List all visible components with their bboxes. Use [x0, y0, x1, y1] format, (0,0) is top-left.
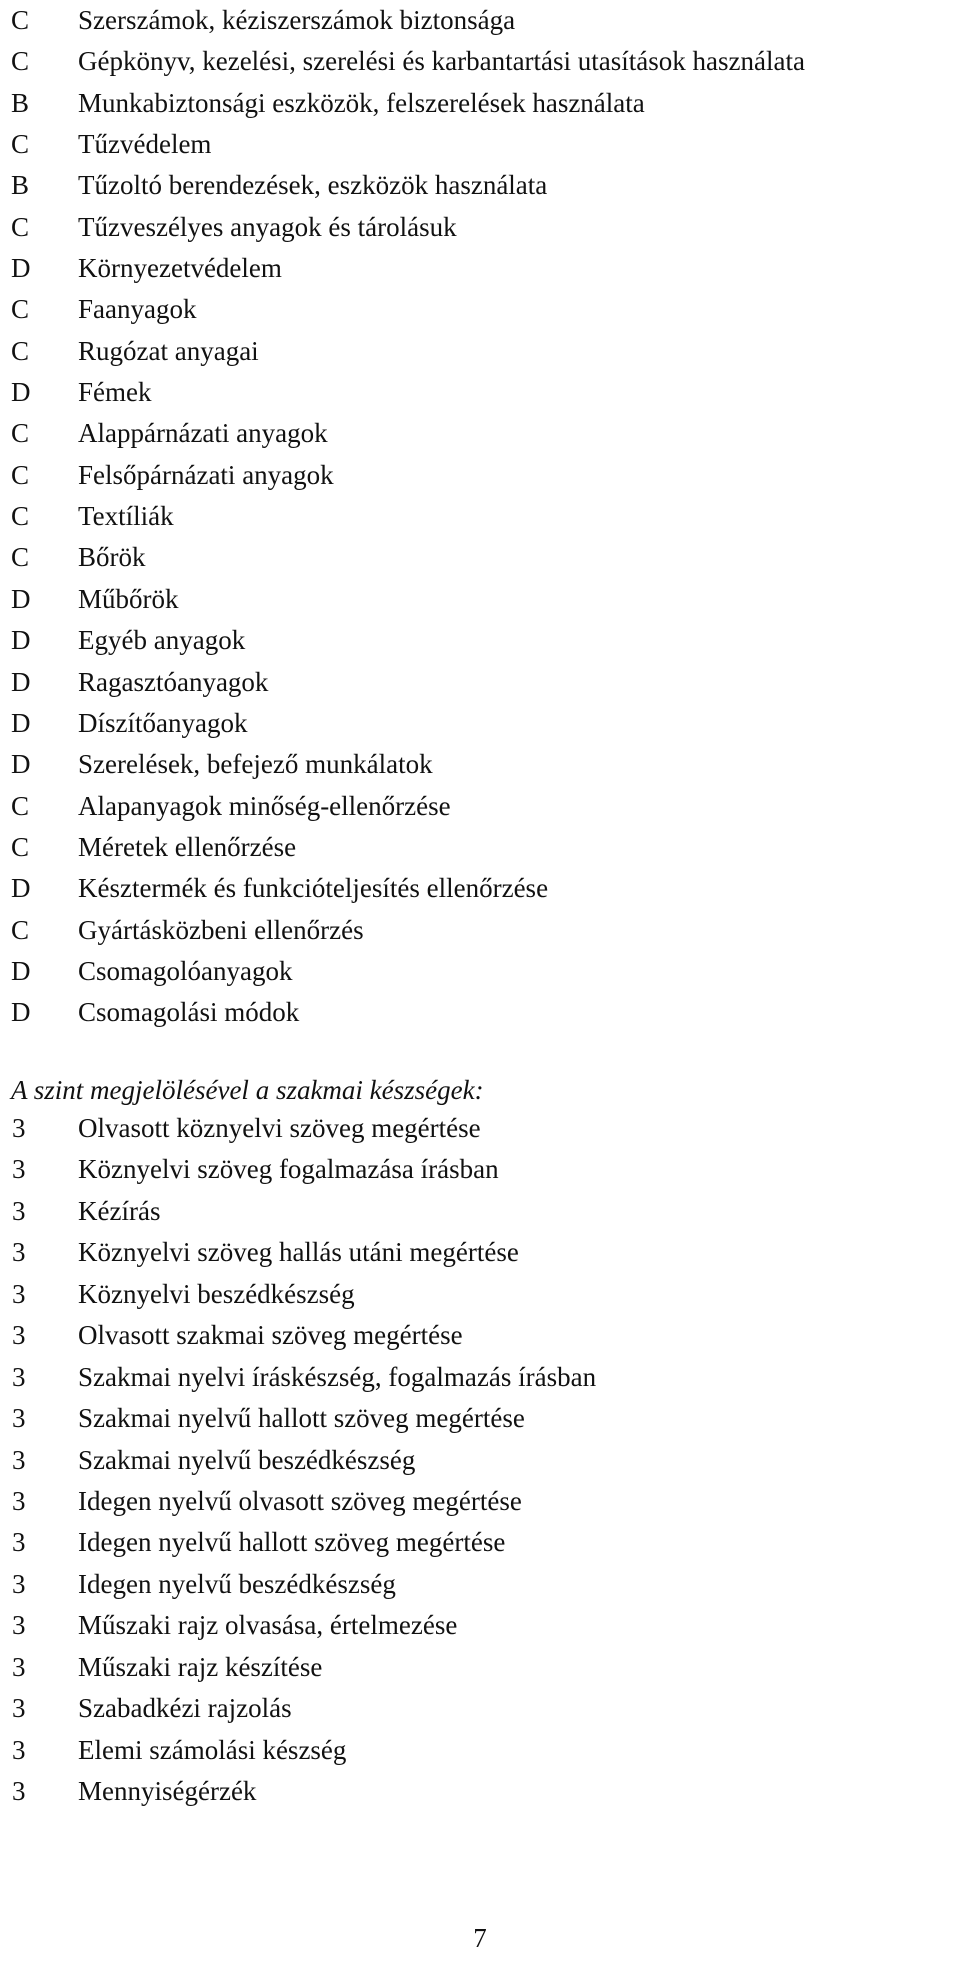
item-text: Köznyelvi szöveg fogalmazása írásban [78, 1154, 499, 1185]
item-text: Környezetvédelem [78, 253, 282, 284]
topic-row [0, 786, 960, 827]
level-code: D [11, 583, 31, 614]
topic-row [0, 868, 960, 909]
topic-row [0, 992, 960, 1033]
skill-row [0, 1232, 960, 1273]
topic-row [0, 537, 960, 578]
level-code: 3 [12, 1776, 26, 1806]
item-text: Egyéb anyagok [78, 625, 246, 656]
item-text: Méretek ellenőrzése [78, 831, 297, 862]
item-text: Felsőpárnázati anyagok [78, 459, 334, 490]
skill-row [0, 1440, 960, 1481]
item-text: Műszaki rajz készítése [78, 1651, 323, 1682]
level-code: C [11, 129, 30, 160]
level-code: 3 [12, 1568, 26, 1599]
item-text: Elemi számolási készség [78, 1734, 347, 1765]
level-code: D [11, 253, 31, 284]
level-code: D [11, 749, 31, 780]
level-code: C [11, 294, 30, 325]
skill-row [0, 1108, 960, 1149]
item-text: Rugózat anyagai [78, 335, 259, 366]
topic-row [0, 83, 960, 124]
item-text: Idegen nyelvű olvasott szöveg megértése [78, 1485, 522, 1516]
level-code: D [11, 955, 31, 986]
item-text: Faanyagok [78, 294, 197, 325]
skill-list [0, 1108, 960, 1812]
topic-row [0, 951, 960, 992]
skill-row [0, 1398, 960, 1439]
level-code: D [11, 873, 31, 904]
level-code: 3 [12, 1734, 26, 1765]
item-text: Olvasott köznyelvi szöveg megértése [78, 1113, 481, 1143]
item-text: Idegen nyelvű hallott szöveg megértése [78, 1527, 506, 1558]
skill-row [0, 1274, 960, 1315]
level-code: B [11, 87, 30, 118]
item-text: Csomagolóanyagok [78, 955, 293, 986]
item-text: Idegen nyelvű beszédkészség [78, 1568, 396, 1599]
skill-row [0, 1315, 960, 1356]
topic-row [0, 827, 960, 868]
level-code: C [11, 5, 30, 35]
skill-row [0, 1771, 960, 1812]
topic-row [0, 124, 960, 165]
topic-row [0, 910, 960, 951]
skill-row [0, 1522, 960, 1563]
item-text: Tűzvédelem [78, 129, 212, 160]
topic-row [0, 579, 960, 620]
level-code: 3 [12, 1651, 26, 1682]
level-code: 3 [12, 1237, 26, 1268]
level-code: 3 [12, 1154, 26, 1185]
level-code: C [11, 542, 30, 573]
item-text: Fémek [78, 377, 152, 408]
level-code: C [11, 211, 30, 242]
skill-row [0, 1688, 960, 1729]
topic-row [0, 744, 960, 785]
topic-row [0, 496, 960, 537]
item-text: Szakmai nyelvi íráskészség, fogalmazás írásban [78, 1361, 597, 1392]
level-code: D [11, 707, 31, 738]
topic-row [0, 455, 960, 496]
topic-row [0, 248, 960, 289]
item-text: Textíliák [78, 501, 174, 532]
item-text: Szerelések, befejező munkálatok [78, 749, 433, 780]
item-text: Szakmai nyelvű hallott szöveg megértése [78, 1403, 525, 1434]
level-code: 3 [12, 1444, 26, 1475]
skill-row [0, 1605, 960, 1646]
level-code: D [11, 997, 31, 1028]
level-code: D [11, 666, 31, 697]
topic-row [0, 0, 960, 41]
skill-row [0, 1730, 960, 1771]
item-text: Bőrök [78, 542, 146, 573]
skill-row [0, 1564, 960, 1605]
item-text: Munkabiztonsági eszközök, felszerelések használata [78, 87, 645, 118]
item-text: Gépkönyv, kezelési, szerelési és karbantartási utasítások használata [78, 46, 805, 77]
level-code: B [11, 170, 30, 201]
item-text: Szabadkézi rajzolás [78, 1693, 292, 1724]
item-text: Szerszámok, kéziszerszámok biztonsága [78, 5, 516, 35]
level-code: 3 [12, 1320, 26, 1351]
topic-row [0, 620, 960, 661]
item-text: Ragasztóanyagok [78, 666, 269, 697]
level-code: C [11, 914, 30, 945]
level-code: 3 [12, 1278, 26, 1309]
level-code: D [11, 625, 31, 656]
item-text: Késztermék és funkcióteljesítés ellenőrzése [78, 873, 549, 904]
level-code: C [11, 459, 30, 490]
level-code: 3 [12, 1361, 26, 1392]
topic-row [0, 413, 960, 454]
level-code: D [11, 377, 31, 408]
skill-row [0, 1647, 960, 1688]
item-text: Mennyiségérzék [78, 1776, 257, 1806]
topic-row [0, 207, 960, 248]
level-code: 3 [12, 1527, 26, 1558]
item-text: Köznyelvi beszédkészség [78, 1278, 355, 1309]
level-code: C [11, 335, 30, 366]
level-code: C [11, 46, 30, 77]
topic-row [0, 41, 960, 82]
topic-row [0, 703, 960, 744]
level-code: C [11, 790, 30, 821]
level-code: C [11, 501, 30, 532]
skill-row [0, 1191, 960, 1232]
item-text: Díszítőanyagok [78, 707, 248, 738]
item-text: Alappárnázati anyagok [78, 418, 328, 449]
item-text: Tűzveszélyes anyagok és tárolásuk [78, 211, 457, 242]
level-code: 3 [12, 1693, 26, 1724]
skill-row [0, 1357, 960, 1398]
skill-row [0, 1149, 960, 1190]
item-text: Olvasott szakmai szöveg megértése [78, 1320, 463, 1351]
item-text: Műbőrök [78, 583, 179, 614]
level-code: 3 [12, 1195, 26, 1226]
skills-heading: A szint megjelölésével a szakmai készségek: [11, 1075, 484, 1105]
level-code: C [11, 418, 30, 449]
item-text: Csomagolási módok [78, 997, 300, 1028]
item-text: Kézírás [78, 1195, 161, 1226]
page-number: 7 [473, 1923, 487, 1953]
level-code: 3 [12, 1610, 26, 1641]
item-text: Alapanyagok minőség-ellenőrzése [78, 790, 451, 821]
level-code: 3 [12, 1113, 26, 1143]
level-code: 3 [12, 1485, 26, 1516]
topic-row [0, 662, 960, 703]
topic-row [0, 372, 960, 413]
topic-row [0, 331, 960, 372]
item-text: Köznyelvi szöveg hallás utáni megértése [78, 1237, 519, 1268]
level-code: C [11, 831, 30, 862]
topic-row [0, 165, 960, 206]
item-text: Gyártásközbeni ellenőrzés [78, 914, 364, 945]
item-text: Szakmai nyelvű beszédkészség [78, 1444, 416, 1475]
item-text: Műszaki rajz olvasása, értelmezése [78, 1610, 458, 1641]
skill-row [0, 1481, 960, 1522]
topic-row [0, 289, 960, 330]
level-code: 3 [12, 1403, 26, 1434]
item-text: Tűzoltó berendezések, eszközök használata [78, 170, 548, 201]
